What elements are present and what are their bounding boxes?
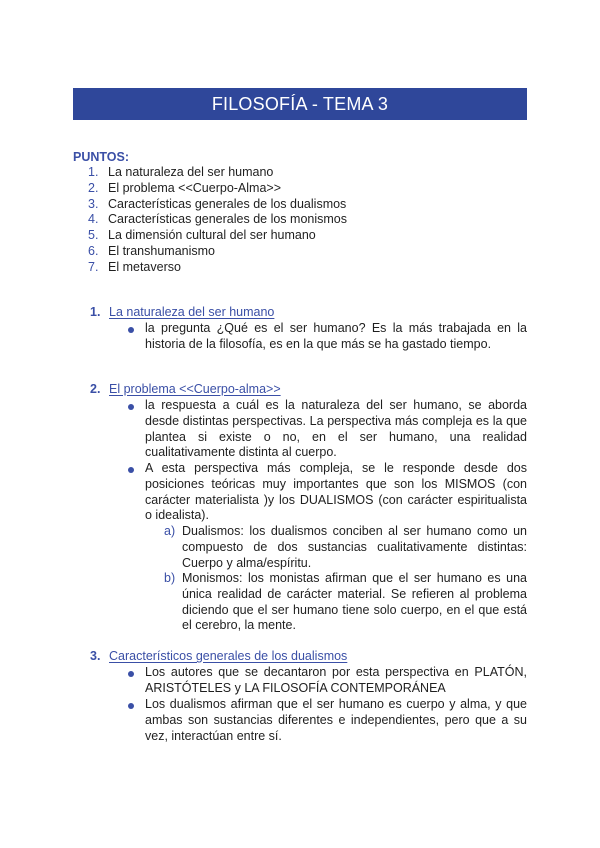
page-title-text: FILOSOFÍA - TEMA 3 [211,93,389,114]
section-title: La naturaleza del ser humano [109,305,275,319]
section-number: 3. [90,649,101,663]
toc-label: El metaverso [108,259,181,274]
toc-label: Características generales de los monismos [108,212,347,227]
toc-number: 4. [88,212,99,227]
section-number: 1. [90,305,101,319]
toc-number: 6. [88,243,99,258]
toc-item [88,212,347,228]
bullet-icon [128,671,134,677]
section-number: 2. [90,382,101,396]
page-title [73,88,527,120]
section-title: El problema <<Cuerpo-alma>> [109,382,281,396]
subitem-monismos: Monismos: los monistas afirman que el ser humano es una única realidad de carácter material. Se refieren al problema diciendo que el ser humano tiene solo cuerpo, en el que está el cerebro, la mente. [182,571,527,633]
toc-number: 3. [88,196,99,211]
section-title: Característicos generales de los dualismos [109,649,348,663]
section-2-heading [90,382,281,396]
toc-number: 1. [88,165,99,179]
toc-number: 5. [88,228,99,243]
bullet-icon [128,703,134,709]
bullet-icon [128,404,134,410]
subitem-marker: b) [164,571,176,585]
section-1-bullet: la pregunta ¿Qué es el ser humano? Es la más trabajada en la historia de la filosofía, es en la que más se ha gastado tiempo. [145,321,527,351]
toc-label: La dimensión cultural del ser humano [108,228,316,243]
toc-label: El problema <<Cuerpo-Alma>> [108,180,282,195]
subitem-dualismos: Dualismos: los dualismos conciben al ser humano como un compuesto de dos sustancias cualitativamente distintas: Cuerpo y alma/espíritu. [182,524,527,570]
puntos-heading: PUNTOS: [73,150,130,164]
toc-item [88,244,347,260]
toc-item [88,260,347,276]
section-3-bullet: Los dualismos afirman que el ser humano es cuerpo y alma, y que ambas son sustancias diferentes e independientes, pero que a su vez, interactúan entre sí. [145,697,527,743]
section-1-heading [90,305,274,319]
toc-item [88,197,347,213]
section-3-heading [90,649,347,663]
section-2-bullet: la respuesta a cuál es la naturaleza del ser humano, se aborda desde distintas perspectivas. La perspectiva más compleja es la que plantea si existe o no, en el ser humano, una realidad cualitativamente distinta al cuerpo. [145,398,527,460]
toc-item [88,181,347,197]
toc-number: 7. [88,259,99,274]
bullet-icon [128,467,134,473]
section-3-bullet: Los autores que se decantaron por esta perspectiva en PLATÓN, ARISTÓTELES y LA FILOSOFÍA CONTEMPORÁNEA [145,665,527,695]
subitem-marker: a) [164,524,176,538]
toc-item [88,165,347,181]
toc-label: Características generales de los dualismos [108,196,347,211]
table-of-contents [88,165,347,276]
section-2-bullet: A esta perspectiva más compleja, se le responde desde dos posiciones teóricas muy importantes que son los MISMOS (con carácter materialista )y los DUALISMOS (con carácter espiritualista o idealista). [145,461,527,523]
toc-number: 2. [88,180,99,195]
bullet-icon [128,327,134,333]
toc-label: El transhumanismo [108,243,215,258]
toc-item [88,228,347,244]
toc-label: La naturaleza del ser humano [108,165,274,179]
